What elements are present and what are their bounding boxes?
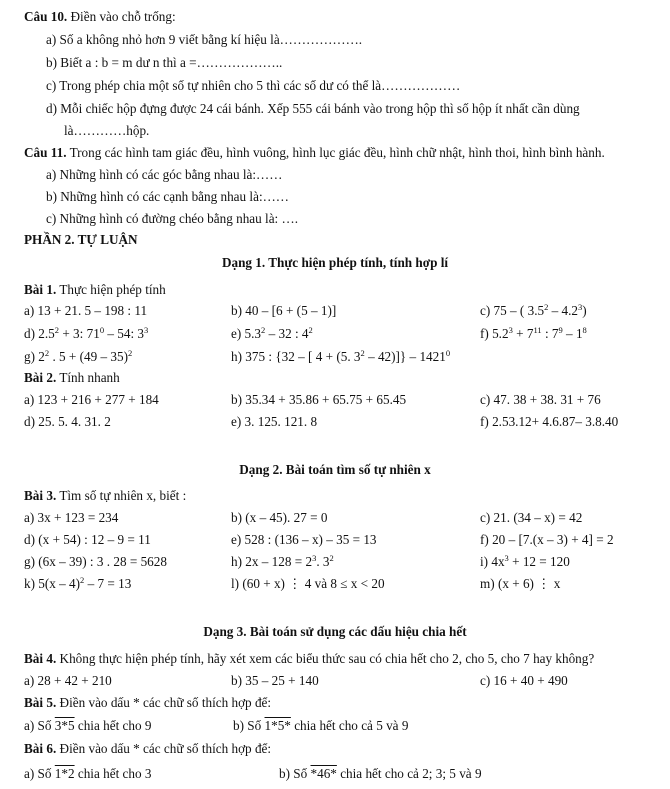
overlined-number: 1*5* xyxy=(264,718,291,733)
exercise-3-title: Tìm số tự nhiên x, biết : xyxy=(59,488,187,503)
exercise-3-item-m: m) (x + 6) ⋮ x xyxy=(480,576,561,591)
exercise-1-item-g: g) $2^2$ . 5 + (49 – 35)$^2$ xyxy=(24,348,133,364)
exercise-1-label: Bài 1. xyxy=(24,282,57,297)
section-2-heading: Dạng 2. Bài toán tìm số tự nhiên x xyxy=(239,462,431,477)
exercise-3-item-e: e) 528 : (136 – x) – 35 = 13 xyxy=(231,532,377,547)
exercise-6-title: Điền vào dấu * các chữ số thích hợp để: xyxy=(59,741,272,756)
overlined-number: *46* xyxy=(310,766,337,781)
exercise-2-item-f: f) 2.53.12+ 4.6.87– 3.8.40 xyxy=(480,414,619,429)
exercise-1-title: Thực hiện phép tính xyxy=(59,282,166,297)
exercise-1-item-h: h) 375 : {32 – [ 4 + (5. $3^2 - 42)]\} - 1421^0$ xyxy=(231,348,451,364)
exercise-3-item-c: c) 21. (34 – x) = 42 xyxy=(480,510,583,525)
exercise-3-item-a: a) 3x + 123 = 234 xyxy=(24,510,119,525)
question-10-item-d-continued: là…………hộp. xyxy=(64,123,150,138)
exercise-6-item-a: a) Số 1*2 chia hết cho 3 xyxy=(24,766,152,781)
exercise-5-item-b: b) Số 1*5* chia hết cho cả 5 và 9 xyxy=(233,718,409,733)
exercise-2-item-c: c) 47. 38 + 38. 31 + 76 xyxy=(480,392,601,407)
exercise-1-item-a: a) 13 + 21. 5 – 198 : 11 xyxy=(24,303,148,318)
exercise-3-item-i: i) $4x^3 + 12 = 120$ xyxy=(480,553,570,569)
exercise-3-item-d: d) (x + 54) : 12 – 9 = 11 xyxy=(24,532,151,547)
exercise-2-item-e: e) 3. 125. 121. 8 xyxy=(231,414,318,429)
section-1-heading: Dạng 1. Thực hiện phép tính, tính hợp lí xyxy=(221,255,449,270)
question-11-heading xyxy=(24,146,605,159)
question-10-item-b: b) Biết a : b = m dư n thì a =……………….. xyxy=(46,55,283,70)
question-10-heading xyxy=(24,10,176,23)
exercise-5-item-a: a) Số 3*5 chia hết cho 9 xyxy=(24,718,152,733)
exercise-3-item-f: f) 20 – [7.(x – 3) + 4] = 2 xyxy=(480,532,614,547)
exercise-4-label: Bài 4. xyxy=(24,651,57,666)
exercise-3-item-g: g) (6x – 39) : 3 . 28 = 5628 xyxy=(24,554,167,569)
question-11-item-b: b) Những hình có các cạnh bằng nhau là:…… xyxy=(46,189,289,204)
exercise-4-item-a: a) 28 + 42 + 210 xyxy=(24,673,112,688)
question-11-label: Câu 11. xyxy=(24,145,67,160)
exercise-5-heading xyxy=(24,696,271,709)
question-10-item-d: d) Mỗi chiếc hộp đựng được 24 cái bánh. Xếp 555 cái bánh vào trong hộp thì số hộp ít nhất cần dùng xyxy=(46,101,580,116)
exercise-1-item-d: d) $2.5^2 + 3$: $71^0 - 54$: $3^3$ xyxy=(24,325,149,341)
question-11-item-a: a) Những hình có các góc bằng nhau là:…… xyxy=(46,167,283,182)
exercise-1-item-f: f) $5.2^3 + 7^{11}$ : $7^9 - 1^8$ xyxy=(480,325,587,341)
exercise-3-item-b: b) (x – 45). 27 = 0 xyxy=(231,510,328,525)
exercise-1-item-b: b) 40 – [6 + (5 – 1)] xyxy=(231,303,337,318)
question-11-prompt: Trong các hình tam giác đều, hình vuông, hình lục giác đều, hình chữ nhật, hình thoi, hình bình hành. xyxy=(69,145,605,160)
exercise-1-item-e: e) $5.3^2 - 32$ : $4^2$ xyxy=(231,325,313,341)
section-3-heading: Dạng 3. Bài toán sử dụng các dấu hiệu chia hết xyxy=(203,624,467,639)
exercise-4-item-b: b) 35 – 25 + 140 xyxy=(231,673,319,688)
exercise-2-heading xyxy=(24,371,120,384)
exercise-6-heading xyxy=(24,742,271,755)
question-10-prompt: Điền vào chỗ trống: xyxy=(70,9,176,24)
exercise-2-title: Tính nhanh xyxy=(59,370,120,385)
exercise-2-item-a: a) 123 + 216 + 277 + 184 xyxy=(24,392,159,407)
exercise-4-item-c: c) 16 + 40 + 490 xyxy=(480,673,568,688)
exercise-2-item-b: b) 35.34 + 35.86 + 65.75 + 65.45 xyxy=(231,392,407,407)
exercise-3-item-k: k) 5(x – 4)$^2$ – 7 = 13 xyxy=(24,575,132,591)
exercise-3-item-h: h) $2x - 128 = 2^3$. $3^2$ xyxy=(231,553,334,569)
part-2-heading: PHẦN 2. TỰ LUẬN xyxy=(24,232,138,247)
exercise-3-heading xyxy=(24,489,186,502)
exercise-4-title: Không thực hiện phép tính, hãy xét xem các biểu thức sau có chia hết cho 2, cho 5, cho 7 hay không? xyxy=(59,651,595,666)
question-10-item-c: c) Trong phép chia một số tự nhiên cho 5 thì các số dư có thể là……………… xyxy=(46,78,461,93)
question-10-label: Câu 10. xyxy=(24,9,68,24)
overlined-number: 1*2 xyxy=(54,766,75,781)
question-10-item-a: a) Số a không nhỏ hơn 9 viết bằng kí hiệu là………………. xyxy=(46,32,363,47)
exercise-5-title: Điền vào dấu * các chữ số thích hợp để: xyxy=(59,695,272,710)
question-11-item-c: c) Những hình có đường chéo bằng nhau là: …. xyxy=(46,211,298,226)
exercise-2-label: Bài 2. xyxy=(24,370,57,385)
exercise-6-item-b: b) Số *46* chia hết cho cả 2; 3; 5 và 9 xyxy=(279,766,482,781)
overlined-number: 3*5 xyxy=(54,718,75,733)
exercise-6-label: Bài 6. xyxy=(24,741,57,756)
exercise-3-item-l: l) (60 + x) ⋮ 4 và 8 ≤ x < 20 xyxy=(231,576,385,591)
exercise-1-heading xyxy=(24,283,166,296)
exercise-1-item-c: c) 75 – ( $3.5^2 - 4.2^3$) xyxy=(480,302,587,318)
exercise-4-heading xyxy=(24,652,594,665)
exercise-3-label: Bài 3. xyxy=(24,488,57,503)
exercise-2-item-d: d) 25. 5. 4. 31. 2 xyxy=(24,414,111,429)
exercise-5-label: Bài 5. xyxy=(24,695,57,710)
